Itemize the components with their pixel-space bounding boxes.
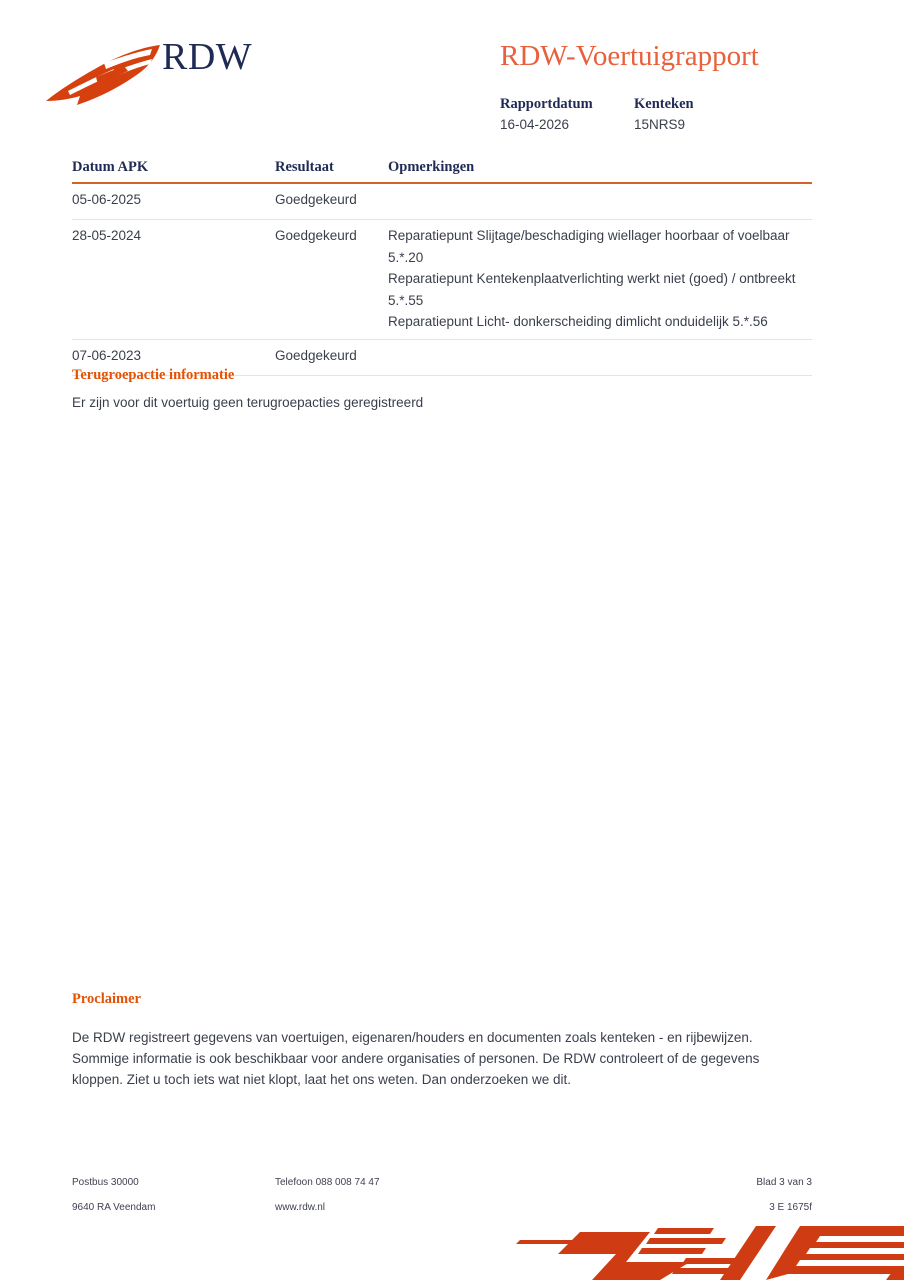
rdw-wordmark: RDW <box>162 36 253 78</box>
footer-page-number: Blad 3 van 3 <box>756 1177 812 1188</box>
footer-phone: Telefoon 088 008 74 47 <box>275 1177 380 1188</box>
cell-date: 05-06-2025 <box>72 192 142 207</box>
document-footer <box>72 1170 812 1218</box>
report-meta <box>500 96 840 135</box>
license-plate-value: 15NRS9 <box>634 117 686 132</box>
footer-form-code: 3 E 1675f <box>769 1202 812 1213</box>
footer-contact <box>275 1170 380 1220</box>
remark-line: Reparatiepunt Kentekenplaatverlichting werkt niet (goed) / ontbreekt 5.*.55 <box>388 271 796 308</box>
table-header-row <box>72 158 812 184</box>
report-date-value: 16-04-2026 <box>500 117 570 132</box>
cell-result: Goedgekeurd <box>275 192 357 207</box>
speed-streak-graphic <box>500 1218 904 1280</box>
table-row <box>72 184 812 220</box>
footer-website[interactable]: www.rdw.nl <box>275 1202 326 1213</box>
recall-body: Er zijn voor dit voertuig geen terugroepacties geregistreerd <box>72 395 424 410</box>
recall-heading: Terugroepactie informatie <box>72 367 235 383</box>
license-plate-label: Kenteken <box>634 96 694 112</box>
column-header-result: Resultaat <box>275 159 334 175</box>
column-header-date: Datum APK <box>72 159 149 175</box>
cell-result: Goedgekeurd <box>275 228 357 243</box>
rdw-feather-logo-icon <box>44 41 162 111</box>
rdw-logo <box>44 33 324 113</box>
recall-section <box>72 366 812 413</box>
document-title: RDW-Voertuigrapport <box>500 40 759 72</box>
apk-history-table <box>72 158 812 376</box>
remark-line: Reparatiepunt Slijtage/beschadiging wiellager hoorbaar of voelbaar 5.*.20 <box>388 228 790 265</box>
cell-result: Goedgekeurd <box>275 347 357 363</box>
footer-address <box>72 1170 155 1220</box>
column-header-remarks: Opmerkingen <box>388 159 475 175</box>
document-header <box>0 0 904 150</box>
footer-address-line-2: 9640 RA Veendam <box>72 1202 156 1213</box>
proclaimer-heading: Proclaimer <box>72 991 141 1007</box>
report-date-block <box>500 96 634 135</box>
report-date-label: Rapportdatum <box>500 96 593 112</box>
cell-date: 07-06-2023 <box>72 347 142 363</box>
remark-line: Reparatiepunt Licht- donkerscheiding dimlicht onduidelijk 5.*.56 <box>388 314 768 329</box>
license-plate-block <box>634 96 694 135</box>
footer-page-info <box>756 1170 812 1220</box>
cell-date: 28-05-2024 <box>72 228 142 243</box>
cell-remarks <box>388 225 808 333</box>
proclaimer-body: De RDW registreert gegevens van voertuigen, eigenaren/houders en documenten zoals kenteken - en rijbewijzen. Sommige informatie is ook beschikbaar voor andere organisaties of personen. De RDW controleert of de gegevens kloppen. Ziet u toch iets wat niet klopt, laat het ons weten. Dan onderzoeken we dit. <box>72 1030 760 1087</box>
proclaimer-section <box>72 990 772 1090</box>
footer-address-line-1: Postbus 30000 <box>72 1177 139 1188</box>
table-row <box>72 220 812 340</box>
